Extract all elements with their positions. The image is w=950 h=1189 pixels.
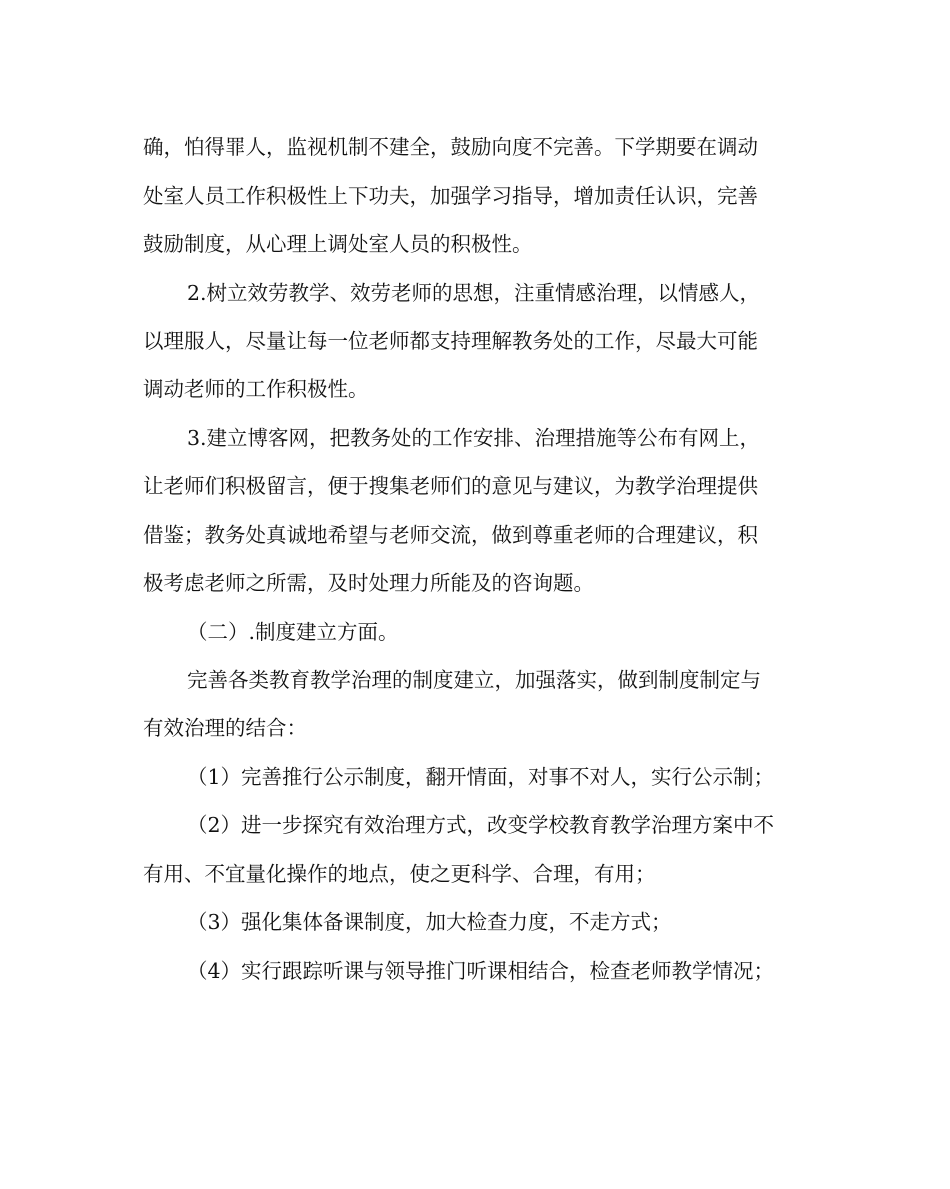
text-line: 有效治理的结合： [143, 716, 307, 740]
text-line: 3.建立博客网，把教务处的工作安排、治理措施等公布有网上， [187, 426, 761, 450]
text-line: 鼓励制度，从心理上调处室人员的积极性。 [143, 232, 533, 256]
list-item: （3）强化集体备课制度，加大检查力度，不走方式； [187, 910, 672, 934]
text-line: 借鉴；教务处真诚地希望与老师交流，做到尊重老师的合理建议，积 [143, 523, 758, 547]
list-item: （2）进一步探究有效治理方式，改变学校教育教学治理方案中不 [187, 813, 775, 837]
text-line: 有用、不宜量化操作的地点，使之更科学、合理，有用； [143, 862, 656, 886]
text-line: 调动老师的工作积极性。 [143, 377, 369, 401]
text-line: 以理服人，尽量让每一位老师都支持理解教务处的工作，尽最大可能 [143, 329, 758, 353]
text-line: 处室人员工作积极性上下功夫，加强学习指导，增加责任认识，完善 [143, 184, 758, 208]
text-line: 让老师们积极留言，便于搜集老师们的意见与建议，为教学治理提供 [143, 474, 758, 498]
list-item: （4）实行跟踪听课与领导推门听课相结合，检查老师教学情况； [187, 959, 775, 983]
section-heading: （二）.制度建立方面。 [187, 620, 399, 644]
text-line: 2.树立效劳教学、效劳老师的思想，注重情感治理，以情感人， [187, 281, 761, 305]
text-line: 极考虑老师之所需，及时处理力所能及的咨询题。 [143, 571, 594, 595]
list-item: （1）完善推行公示制度，翻开情面，对事不对人，实行公示制； [187, 765, 775, 789]
text-line: 确，怕得罪人，监视机制不建全，鼓励向度不完善。下学期要在调动 [143, 135, 758, 159]
text-line: 完善各类教育教学治理的制度建立，加强落实，做到制度制定与 [187, 668, 761, 692]
